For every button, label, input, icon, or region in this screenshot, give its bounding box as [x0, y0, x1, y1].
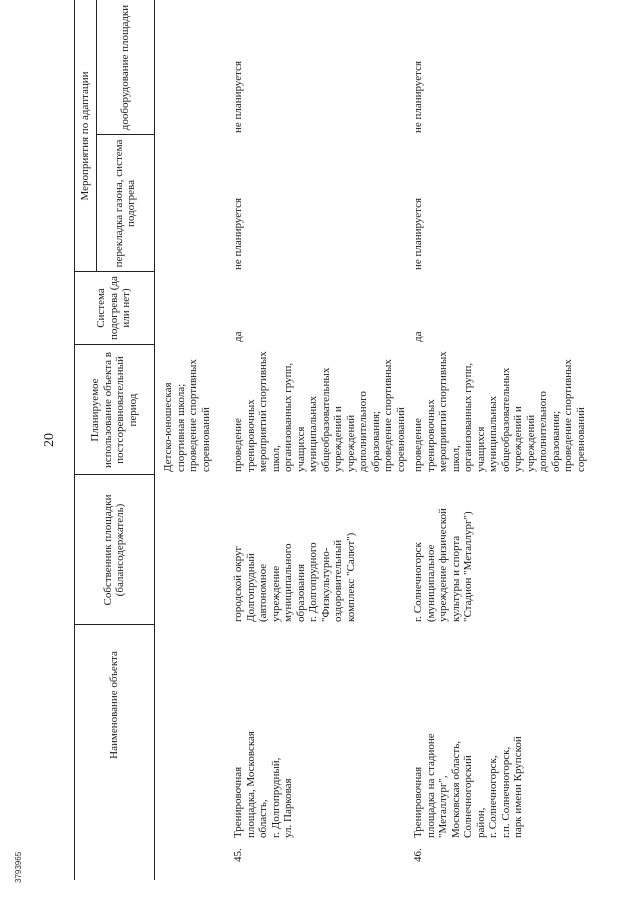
col-sep-1 [74, 624, 154, 625]
row-46-heating: да [412, 331, 424, 342]
continuation-text: Детско-юношеская спортивная школа; проведение спортивных соревнований [162, 359, 212, 472]
row-45-heating: да [232, 331, 244, 342]
header-lawn: перекладка газона, система подогрева [112, 139, 137, 268]
row-45-owner: городской округ Долгопрудный (автономное учреждение муниципального образования г. Долгопрудного "Физкультурно- оздоровительный комплекс "Салют") [232, 532, 357, 622]
row-46-usage: проведение тренировочных мероприятий спортивных школ, организованных групп, учащихся муниципальных общеобразовательных учреждений и учреждений дополнительного образования; проведение спортивных соревнований [412, 351, 587, 472]
header-name: Наименование объекта [107, 651, 120, 759]
col-sep-3 [74, 344, 154, 345]
header-equipment: дооборудование площадки [118, 4, 131, 131]
rotated-page [40, 0, 600, 880]
row-46-equipment: не планируется [412, 60, 424, 133]
row-46-lawn: не планируется [412, 197, 424, 270]
row-45-number: 45. [232, 848, 244, 862]
header-owner: Собственник площадки (балансодержатель) [101, 494, 126, 606]
document-id: 3793965 [14, 851, 23, 883]
row-45-usage: проведение тренировочных мероприятий спортивных школ, организованных групп, учащихся муниципальных общеобразовательных учреждений и учреждений дополнительного образования; проведение спортивных соревнований [232, 351, 407, 472]
col-sep-4 [74, 271, 154, 272]
header-bottom-border [154, 0, 155, 880]
row-45-name: Тренировочная площадка, Московская область, г. Долгопрудный, ул. Парковая [232, 731, 294, 838]
row-45-lawn: не планируется [232, 197, 244, 270]
header-usage: Планируемое использование объекта в постсоревновательный период [89, 352, 139, 468]
header-adaptation: Мероприятия по адаптации [78, 71, 91, 201]
row-46-name: Тренировочная площадка на стадионе "Металлург", Московская область, Солнечногорский район, г. Солнечногорск, г.п. Солнечногорск, парк имени Крупской [412, 733, 524, 838]
col-sep-2 [74, 474, 154, 475]
row-46-owner: г. Солнечногорск (муниципальное учреждение физической культуры и спорта "Стадион "Металлург") [412, 508, 474, 622]
header-heating: Система подогрева (да или нет) [95, 276, 133, 340]
row-45-equipment: не планируется [232, 60, 244, 133]
col-sep-5 [96, 134, 154, 135]
row-46-number: 46. [412, 848, 424, 862]
page-number: 20 [42, 433, 57, 447]
